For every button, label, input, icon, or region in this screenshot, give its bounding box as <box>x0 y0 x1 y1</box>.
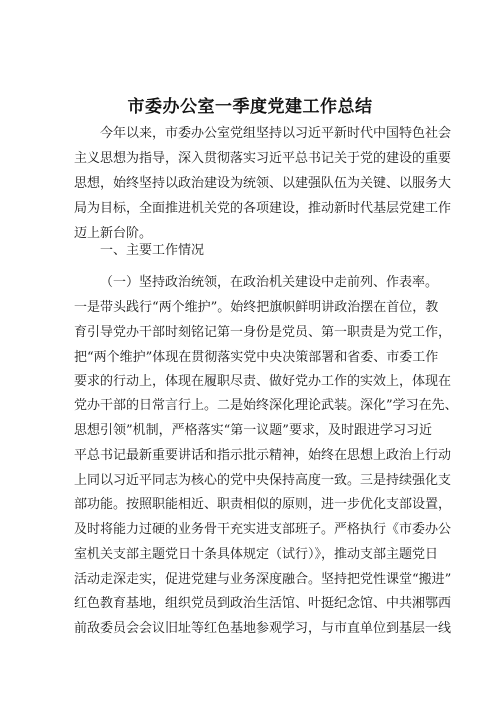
paragraph-line: 党办干部的日常言行上。二是始终深化理论武装。深化”学习在先、 <box>74 398 458 413</box>
paragraph-line: 平总书记最新重要讲话和指示批示精神，始终在思想上政治上行动 <box>74 448 452 463</box>
paragraph-line: 育引导党办干部时刻铭记第一身份是党员、第一职责是为党工作， <box>74 325 452 340</box>
subsection-heading: （一）坚持政治统领，在政治机关建设中走前列、作表率。 <box>100 275 439 290</box>
paragraph-line: 一是带头践行“两个维护”。始终把旗帜鲜明讲政治摆在首位，教 <box>74 300 439 315</box>
section-heading: 一、主要工作情况 <box>100 243 205 258</box>
document-title: 市委办公室一季度党建工作总结 <box>127 97 373 117</box>
paragraph-line: 红色教育基地，组织党员到政治生活馆、叶挺纪念馆、中共湘鄂西 <box>74 596 452 611</box>
paragraph-line: 部功能。按照职能相近、职责相似的原则，进一步优化支部设置， <box>74 497 452 512</box>
paragraph-line: 室机关支部主题党日十条具体规定（试行）》，推动支部主题党日 <box>74 547 439 562</box>
paragraph-line: 主义思想为指导，深入贯彻落实习近平总书记关于党的建设的重要 <box>74 151 452 166</box>
paragraph-line: 思想引领”机制，严格落实“第一议题”要求，及时跟进学习习近 <box>74 423 432 438</box>
paragraph-line: 迈上新台阶。 <box>74 226 153 241</box>
paragraph-line: 把“两个维护”体现在贯彻落实党中央决策部署和省委、市委工作 <box>74 350 439 365</box>
paragraph-line: 上同以习近平同志为核心的党中央保持高度一致。三是持续强化支 <box>74 473 452 488</box>
paragraph-line: 思想，始终坚持以政治建设为统领、以建强队伍为关键、以服务大 <box>74 176 452 191</box>
paragraph-line: 及时将能力过硬的业务骨干充实进支部班子。严格执行《市委办公 <box>74 522 452 537</box>
paragraph-line: 活动走深走实，促进党建与业务深度融合。坚持把党性课堂“搬进” <box>74 572 452 587</box>
paragraph-line: 要求的行动上，体现在履职尽责、做好党办工作的实效上，体现在 <box>74 374 452 389</box>
paragraph-line: 今年以来，市委办公室党组坚持以习近平新时代中国特色社会 <box>100 126 452 141</box>
paragraph-line: 前敌委员会会议旧址等红色基地参观学习，与市直单位到基层一线 <box>74 621 452 636</box>
paragraph-line: 局为目标，全面推进机关党的各项建设，推动新时代基层党建工作 <box>74 201 452 216</box>
